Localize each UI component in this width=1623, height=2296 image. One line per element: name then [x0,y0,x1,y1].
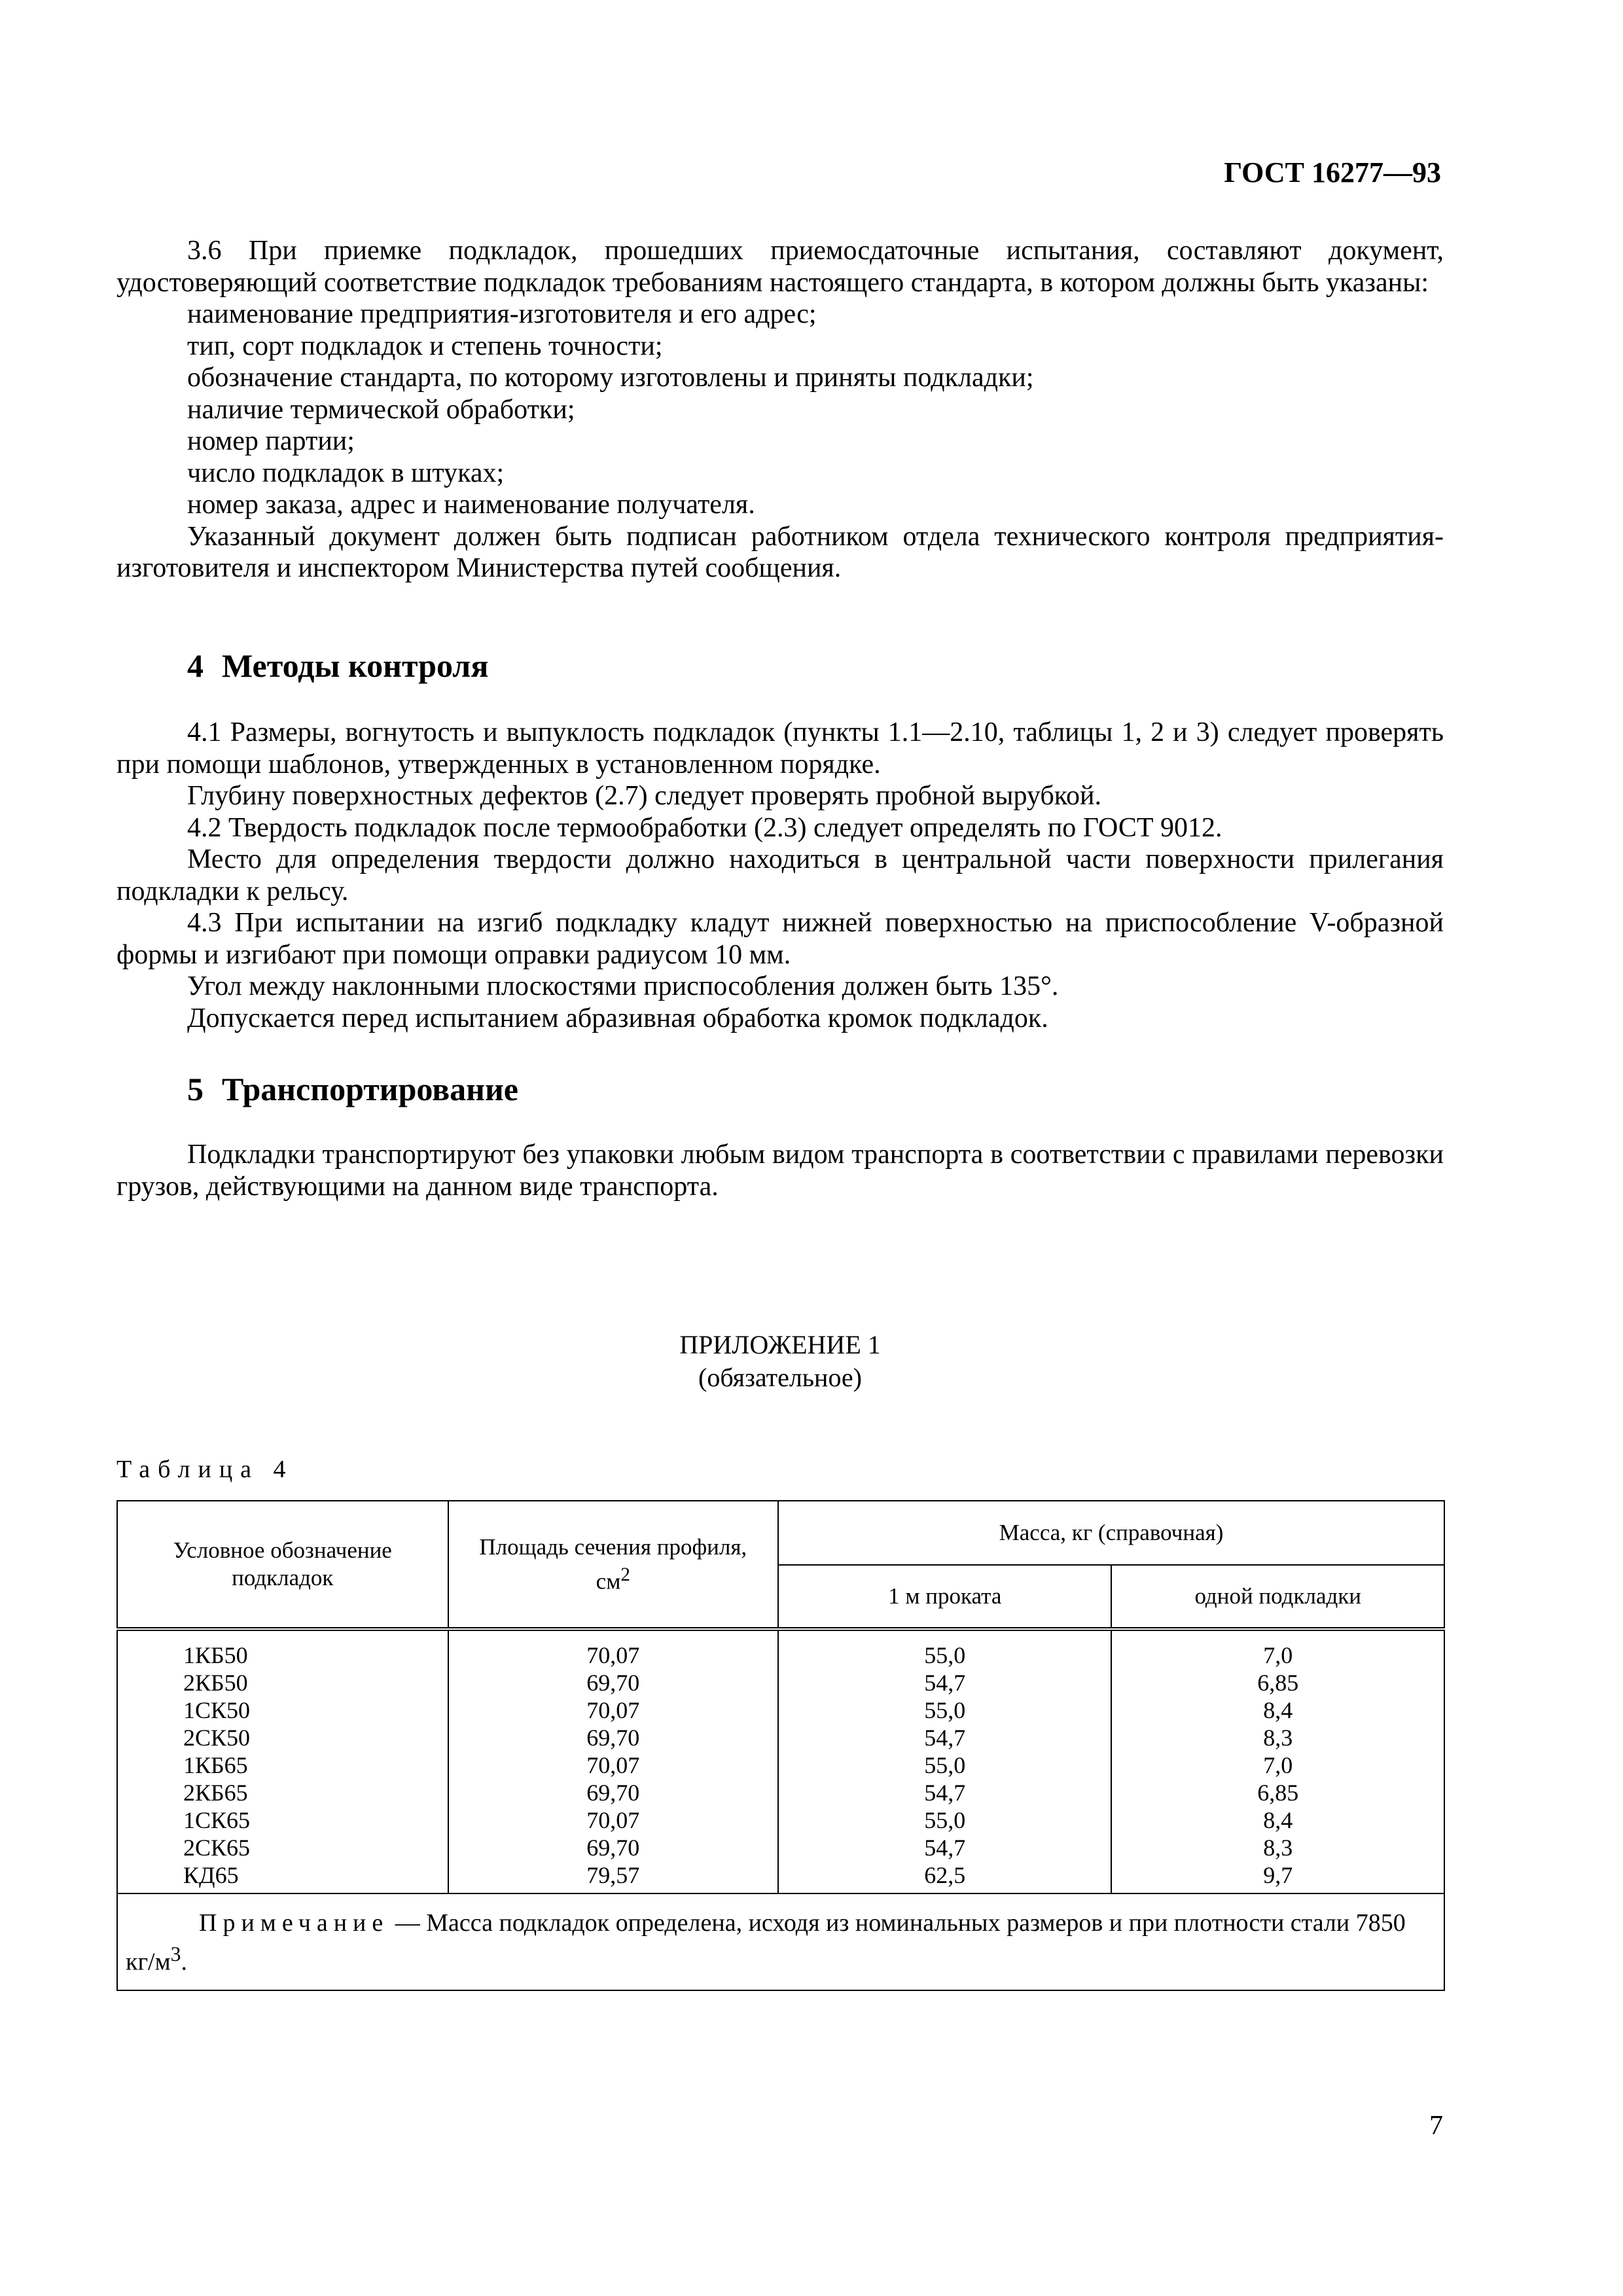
section-4-heading [187,647,488,685]
table-4 [116,1500,1445,1991]
header-section-area-unit: см [596,1568,621,1594]
appendix-label: ПРИЛОЖЕНИЕ 1 [679,1330,881,1359]
cell-mass-piece: 6,85 [1111,1779,1444,1806]
header-mass-per-piece: одной подкладки [1111,1565,1444,1629]
note-text: — Масса подкладок определена, исходя из номинальных размеров и при плотности стали 7850 кг/м [126,1909,1406,1976]
cell-area: 69,70 [448,1779,778,1806]
cell-designation: 2СК50 [117,1724,448,1751]
table-note [117,1893,1444,1990]
paragraph-4-2: 4.2 Твердость подкладок после термообработки (2.3) следует определять по ГОСТ 9012. [187,812,1222,843]
list-item: тип, сорт подкладок и степень точности; [187,331,663,361]
table-row [117,1779,1444,1806]
section-4-body [116,717,1444,1034]
cell-area: 70,07 [448,1696,778,1724]
table-row [117,1751,1444,1779]
section-number: 5 [187,1071,204,1107]
cell-mass-meter: 55,0 [778,1629,1111,1669]
paragraph-4-3: 4.3 При испытании на изгиб подкладку кладут нижней поверхностью на приспособление V-образной формы и изгибают при помощи оправки радиусом 10 мм. [116,908,1444,970]
table-note-row [117,1893,1444,1990]
table-row [117,1629,1444,1669]
paragraph: Допускается перед испытанием абразивная обработка кромок подкладок. [187,1003,1048,1033]
header-designation: Условное обозначение подкладок [117,1501,448,1629]
unit-superscript: 2 [620,1564,630,1585]
paragraph-3-6: 3.6 При приемке подкладок, прошедших приемосдаточные испытания, составляют документ, удостоверяющий соответствие подкладок требованиям настоящего стандарта, в котором должны быть указаны: [116,236,1444,298]
table-row [117,1861,1444,1893]
cell-mass-meter: 62,5 [778,1861,1111,1893]
paragraph: Угол между наклонными плоскостями приспособления должен быть 135°. [187,971,1059,1001]
cell-mass-meter: 54,7 [778,1724,1111,1751]
section-3-6 [116,235,1444,584]
note-label: Примечание [199,1909,389,1937]
cell-mass-meter: 54,7 [778,1669,1111,1696]
section-title: Транспортирование [222,1071,518,1107]
table-caption: Таблица 4 [116,1456,294,1483]
cell-designation: 2КБ65 [117,1779,448,1806]
paragraph-signature: Указанный документ должен быть подписан работником отдела технического контроля предприятия-изготовителя и инспектором Министерства путей сообщения. [116,521,1444,583]
list-item: номер партии; [187,426,355,456]
appendix-title [116,1329,1444,1394]
cell-area: 70,07 [448,1629,778,1669]
list-item: обозначение стандарта, по которому изготовлены и приняты подкладки; [187,363,1034,393]
header-section-area [448,1501,778,1629]
header-section-area-text: Площадь сечения профиля, [479,1534,747,1560]
cell-designation: 1СК50 [117,1696,448,1724]
cell-mass-piece: 8,4 [1111,1806,1444,1834]
note-superscript: 3 [170,1943,181,1965]
note-end: . [181,1948,187,1976]
table-row [117,1834,1444,1861]
table-row [117,1806,1444,1834]
cell-mass-piece: 9,7 [1111,1861,1444,1893]
cell-mass-piece: 8,3 [1111,1834,1444,1861]
cell-area: 70,07 [448,1751,778,1779]
document-code: ГОСТ 16277—93 [1224,156,1441,188]
section-5-heading [187,1070,518,1108]
paragraph: Место для определения твердости должно находиться в центральной части поверхности прилегания подкладки к рельсу. [116,844,1444,906]
cell-designation: 1СК65 [117,1806,448,1834]
cell-mass-meter: 55,0 [778,1751,1111,1779]
cell-area: 79,57 [448,1861,778,1893]
cell-mass-piece: 8,3 [1111,1724,1444,1751]
header-mass-per-meter: 1 м проката [778,1565,1111,1629]
paragraph-5: Подкладки транспортируют без упаковки любым видом транспорта в соответствии с правилами перевозки грузов, действующими на данном виде транспорта. [116,1139,1444,1202]
appendix-status: (обязательное) [698,1363,862,1392]
cell-designation: КД65 [117,1861,448,1893]
paragraph: Глубину поверхностных дефектов (2.7) следует проверять пробной вырубкой. [187,781,1101,811]
header-mass-group: Масса, кг (справочная) [778,1501,1444,1565]
section-5-body [116,1139,1444,1202]
section-number: 4 [187,647,204,684]
cell-area: 69,70 [448,1724,778,1751]
page-number: 7 [1429,2111,1443,2141]
cell-mass-meter: 54,7 [778,1834,1111,1861]
cell-mass-piece: 7,0 [1111,1629,1444,1669]
cell-designation: 1КБ65 [117,1751,448,1779]
list-item: номер заказа, адрес и наименование получателя. [187,490,755,520]
cell-mass-meter: 54,7 [778,1779,1111,1806]
cell-area: 69,70 [448,1669,778,1696]
list-item: наименование предприятия-изготовителя и его адрес; [187,299,817,329]
table-row [117,1669,1444,1696]
cell-designation: 1КБ50 [117,1629,448,1669]
cell-designation: 2КБ50 [117,1669,448,1696]
cell-mass-piece: 7,0 [1111,1751,1444,1779]
section-title: Методы контроля [222,647,489,684]
cell-designation: 2СК65 [117,1834,448,1861]
table-row [117,1724,1444,1751]
cell-mass-meter: 55,0 [778,1696,1111,1724]
list-item: наличие термической обработки; [187,394,575,425]
cell-area: 70,07 [448,1806,778,1834]
cell-mass-piece: 6,85 [1111,1669,1444,1696]
cell-mass-meter: 55,0 [778,1806,1111,1834]
paragraph-4-1: 4.1 Размеры, вогнутость и выпуклость подкладок (пункты 1.1—2.10, таблицы 1, 2 и 3) следует проверять при помощи шаблонов, утвержденных в установленном порядке. [116,717,1444,780]
cell-area: 69,70 [448,1834,778,1861]
list-item: число подкладок в штуках; [187,457,505,488]
table-row [117,1696,1444,1724]
cell-mass-piece: 8,4 [1111,1696,1444,1724]
